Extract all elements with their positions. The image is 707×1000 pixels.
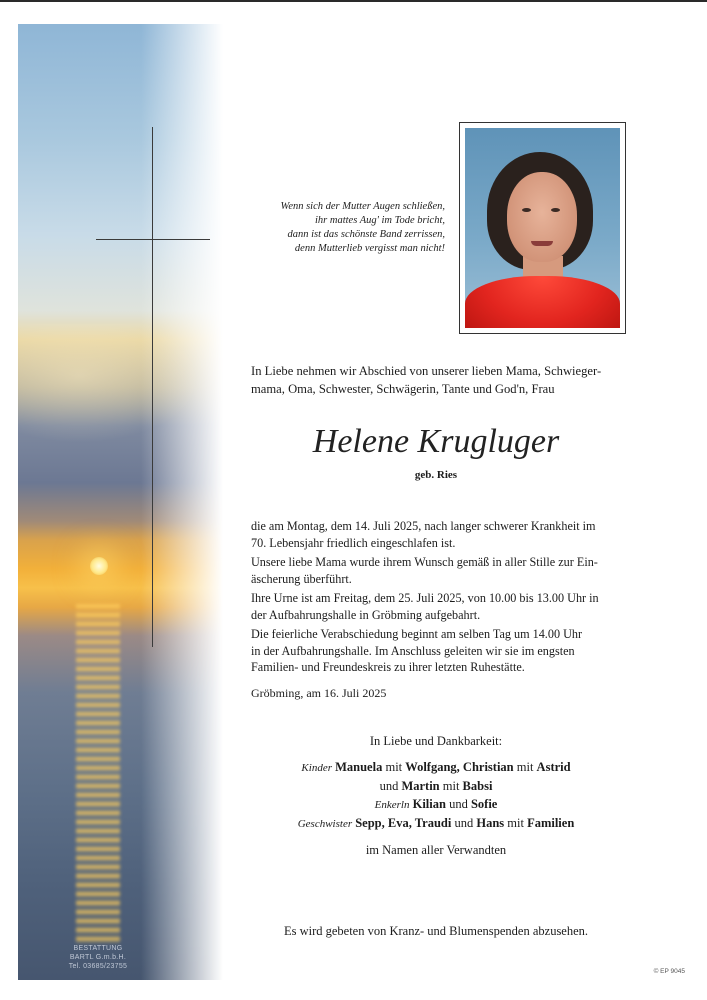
- sunset-sea-image: [18, 24, 223, 980]
- paragraph-line: Unsere liebe Mama wurde ihrem Wunsch gemäß in aller Stille zur Ein-: [251, 555, 598, 569]
- grandchild-name: Kilian: [412, 797, 446, 811]
- poem-line: ihr mattes Aug' im Tode bricht,: [314, 215, 445, 226]
- sun-icon: [90, 557, 108, 575]
- paragraph-line: die am Montag, dem 14. Juli 2025, nach langer schwerer Krankheit im: [251, 519, 596, 533]
- grandchildren-label: Enkerln: [374, 799, 410, 811]
- spacer: [251, 750, 621, 758]
- portrait-face: [507, 172, 577, 262]
- mourners-list: [251, 732, 621, 859]
- partner-name: Babsi: [462, 779, 493, 793]
- poem-line: Wenn sich der Mutter Augen schließen,: [280, 201, 445, 212]
- paragraph-cremation: [251, 554, 629, 587]
- portrait-frame: [459, 122, 626, 334]
- connector: und: [454, 816, 474, 830]
- portrait-mouth: [531, 241, 553, 246]
- families: Familien: [527, 816, 575, 830]
- portrait-photo: [465, 128, 620, 328]
- connector: und: [449, 797, 468, 811]
- place-date: Gröbming, am 16. Juli 2025: [251, 686, 387, 700]
- announcement-body: [251, 518, 629, 679]
- sibling-name: Hans: [476, 816, 505, 830]
- grandchildren-line: [251, 795, 621, 814]
- paragraph-line: Ihre Urne ist am Freitag, dem 25. Juli 2025, von 10.00 bis 13.00 Uhr in: [251, 591, 599, 605]
- connector: mit: [442, 779, 460, 793]
- poem: [250, 200, 445, 256]
- cross-horizontal-bar: [96, 239, 210, 240]
- footer-code: © EP 9045: [653, 968, 685, 975]
- portrait-blouse: [465, 276, 620, 328]
- portrait-eye: [522, 208, 531, 212]
- children-line: [251, 758, 621, 777]
- paragraph-line: 70. Lebensjahr friedlich eingeschlafen ist.: [251, 535, 456, 550]
- siblings-label: Geschwister: [297, 818, 353, 830]
- connector: mit: [507, 816, 524, 830]
- paragraph-line: Familien- und Freundeskreis zu ihrer letzten Ruhestätte.: [251, 660, 525, 674]
- maiden-name: geb. Ries: [414, 469, 458, 481]
- children-line-2: [251, 777, 621, 795]
- child-name: Manuela: [335, 760, 383, 774]
- funeral-home-line: BARTL G.m.b.H.: [69, 954, 127, 961]
- funeral-home-imprint: [48, 944, 148, 971]
- relatives-line: im Namen aller Verwandten: [365, 843, 507, 857]
- connector: mit: [516, 760, 534, 774]
- cloud-highlight: [18, 324, 223, 454]
- connector: und: [379, 779, 399, 793]
- intro-text: [251, 362, 631, 398]
- paragraph-urn: [251, 590, 629, 623]
- paragraph-line: in der Aufbahrungshalle. Im Anschluss geleiten wir sie im engsten: [251, 643, 575, 658]
- mourners-heading: In Liebe und Dankbarkeit:: [369, 734, 503, 748]
- siblings-line: [251, 814, 621, 833]
- paragraph-line: äscherung überführt.: [251, 571, 352, 586]
- poem-line: denn Mutterlieb vergisst man nicht!: [294, 243, 445, 254]
- partner-name: Astrid: [536, 760, 571, 774]
- paragraph-passing: [251, 518, 629, 551]
- children-label: Kinder: [301, 762, 332, 774]
- funeral-home-line: BESTATTUNG: [73, 945, 123, 952]
- spacer: [251, 833, 621, 841]
- top-border-line: [0, 0, 707, 2]
- closing-note: Es wird gebeten von Kranz- und Blumenspenden abzusehen.: [283, 924, 589, 938]
- intro-line: In Liebe nehmen wir Abschied von unserer lieben Mama, Schwieger-: [251, 364, 602, 378]
- deceased-name: Helene Krugluger: [312, 423, 560, 460]
- connector: mit: [385, 760, 403, 774]
- paragraph-line: der Aufbahrungshalle in Gröbming aufgebahrt.: [251, 607, 481, 622]
- intro-line: mama, Oma, Schwester, Schwägerin, Tante und God'n, Frau: [251, 382, 555, 396]
- sun-reflection: [76, 604, 120, 944]
- funeral-home-line: Tel. 03685/23755: [68, 963, 128, 970]
- paragraph-farewell: [251, 626, 629, 676]
- child-name: Martin: [401, 779, 440, 793]
- cross-vertical-bar: [152, 127, 153, 647]
- paragraph-line: Die feierliche Verabschiedung beginnt am selben Tag um 14.00 Uhr: [251, 627, 583, 641]
- grandchild-name: Sofie: [470, 797, 498, 811]
- partner-names: Wolfgang, Christian: [405, 760, 514, 774]
- portrait-eye: [551, 208, 560, 212]
- sibling-names: Sepp, Eva, Traudi: [355, 816, 452, 830]
- poem-line: dann ist das schönste Band zerrissen,: [287, 229, 445, 240]
